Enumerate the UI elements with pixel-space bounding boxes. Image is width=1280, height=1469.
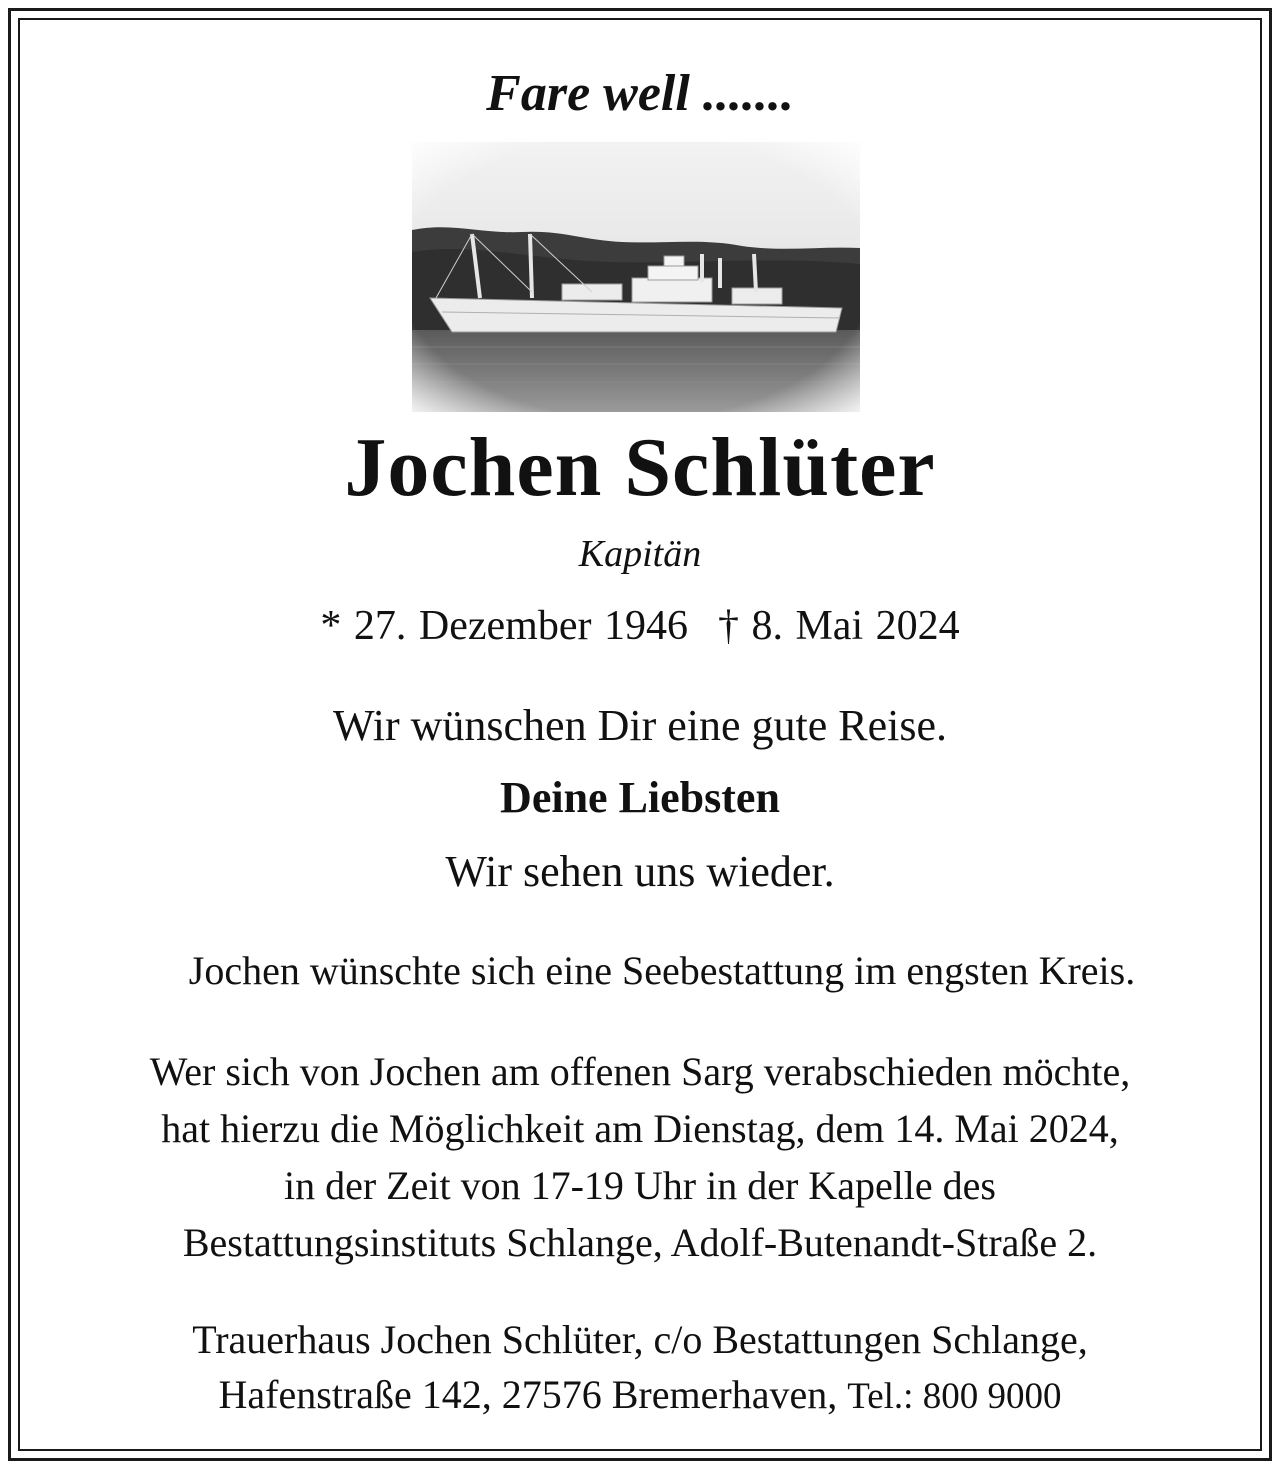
mourning-address xyxy=(0,1312,1280,1424)
phone-number: Tel.: 800 9000 xyxy=(847,1376,1062,1417)
life-dates xyxy=(0,602,1280,650)
deceased-name: Jochen Schlüter xyxy=(344,421,936,514)
deceased-title: Kapitän xyxy=(578,533,702,575)
ship-photo-icon xyxy=(412,142,860,412)
address-line xyxy=(0,1367,1280,1424)
address-line: Trauerhaus Jochen Schlüter, c/o Bestattungen Schlange, xyxy=(192,1317,1088,1362)
heading: Fare well ....... xyxy=(486,65,794,122)
farewell-wish: Wir wünschen Dir eine gute Reise. xyxy=(332,701,948,750)
viewing-line: hat hierzu die Möglichkeit am Dienstag, dem 14. Mai 2024, xyxy=(161,1106,1119,1151)
viewing-info xyxy=(0,1043,1280,1271)
burial-note: Jochen wünschte sich eine Seebestattung im engsten Kreis. xyxy=(188,948,1136,993)
death-date: † 8. Mai 2024 xyxy=(717,603,960,649)
viewing-line: Wer sich von Jochen am offenen Sarg verabschieden möchte, xyxy=(149,1049,1131,1094)
birth-date: * 27. Dezember 1946 xyxy=(320,603,688,649)
viewing-line: Bestattungsinstituts Schlange, Adolf-Butenandt-Straße 2. xyxy=(182,1220,1098,1265)
see-you-again: Wir sehen uns wieder. xyxy=(445,847,835,896)
signature: Deine Liebsten xyxy=(500,773,780,822)
viewing-line: in der Zeit von 17-19 Uhr in der Kapelle des xyxy=(283,1163,996,1208)
address-street: Hafenstraße 142, 27576 Bremerhaven, xyxy=(218,1372,838,1417)
